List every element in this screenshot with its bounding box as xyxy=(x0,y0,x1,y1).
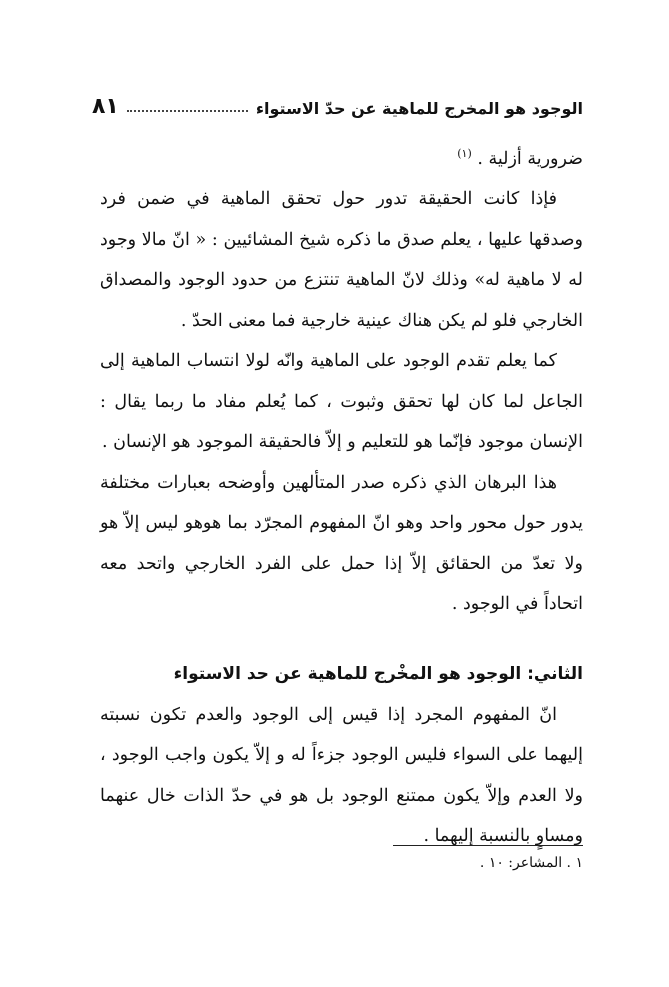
paragraph-text: ضرورية أزلية . xyxy=(477,148,583,169)
running-title: الوجود هو المخرج للماهية عن حدّ الاستواء xyxy=(255,99,583,118)
footnote-separator xyxy=(393,845,583,846)
paragraph: كما يعلم تقدم الوجود على الماهية وانّه لولا انتساب الماهية إلى الجاعل لما كان لها تحقق وثبوت ، كما يُعلم مفاد ما ربما يقال : الإنسان موجود فإنّما هو للتعليم و إلاّ فالحقيقة الموجود هو الإنسان . xyxy=(100,351,583,453)
header-leader-dots xyxy=(127,110,248,112)
paragraph: فإذا كانت الحقيقة تدور حول تحقق الماهية في ضمن فرد وصدقها عليها ، يعلم صدق ما ذكره شيخ المشائيين : « انّ مالا وجود له لا ماهية له» وذلك لانّ الماهية تنتزع من حدود الوجود والمصداق الخارجي فلو لم يكن هناك عينية خارجية فما معنى الحدّ . xyxy=(100,189,583,331)
paragraph: هذا البرهان الذي ذكره صدر المتألهين وأوضحه بعبارات مختلفة يدور حول محور واحد وهو انّ المفهوم المجرّد بما هوهو ليس إلاّ هو ولا تعدّ من الحقائق إلاّ إذا حمل على الفرد الخارجي واتحد معه اتحاداً في الوجود . xyxy=(100,472,583,615)
body-text xyxy=(100,134,583,857)
section-heading: الثاني: الوجود هو المخْرج للماهية عن حد الاستواء xyxy=(173,663,583,684)
running-header xyxy=(92,86,583,118)
page-number: ٨١ xyxy=(92,94,119,119)
footnote-marker: (١) xyxy=(457,147,472,160)
footnote: ١ . المشاعر: ١٠ . xyxy=(479,855,583,871)
paragraph: انّ المفهوم المجرد إذا قيس إلى الوجود والعدم تكون نسبته إليهما على السواء فليس الوجود جزءاً له و إلاّ يكون واجب الوجود ، ولا العدم وإلاّ يكون ممتنع الوجود بل هو في حدّ الذات خال عنهما ومساوٍ بالنسبة إليهما . xyxy=(100,704,583,847)
paragraph-continuation xyxy=(100,134,583,179)
